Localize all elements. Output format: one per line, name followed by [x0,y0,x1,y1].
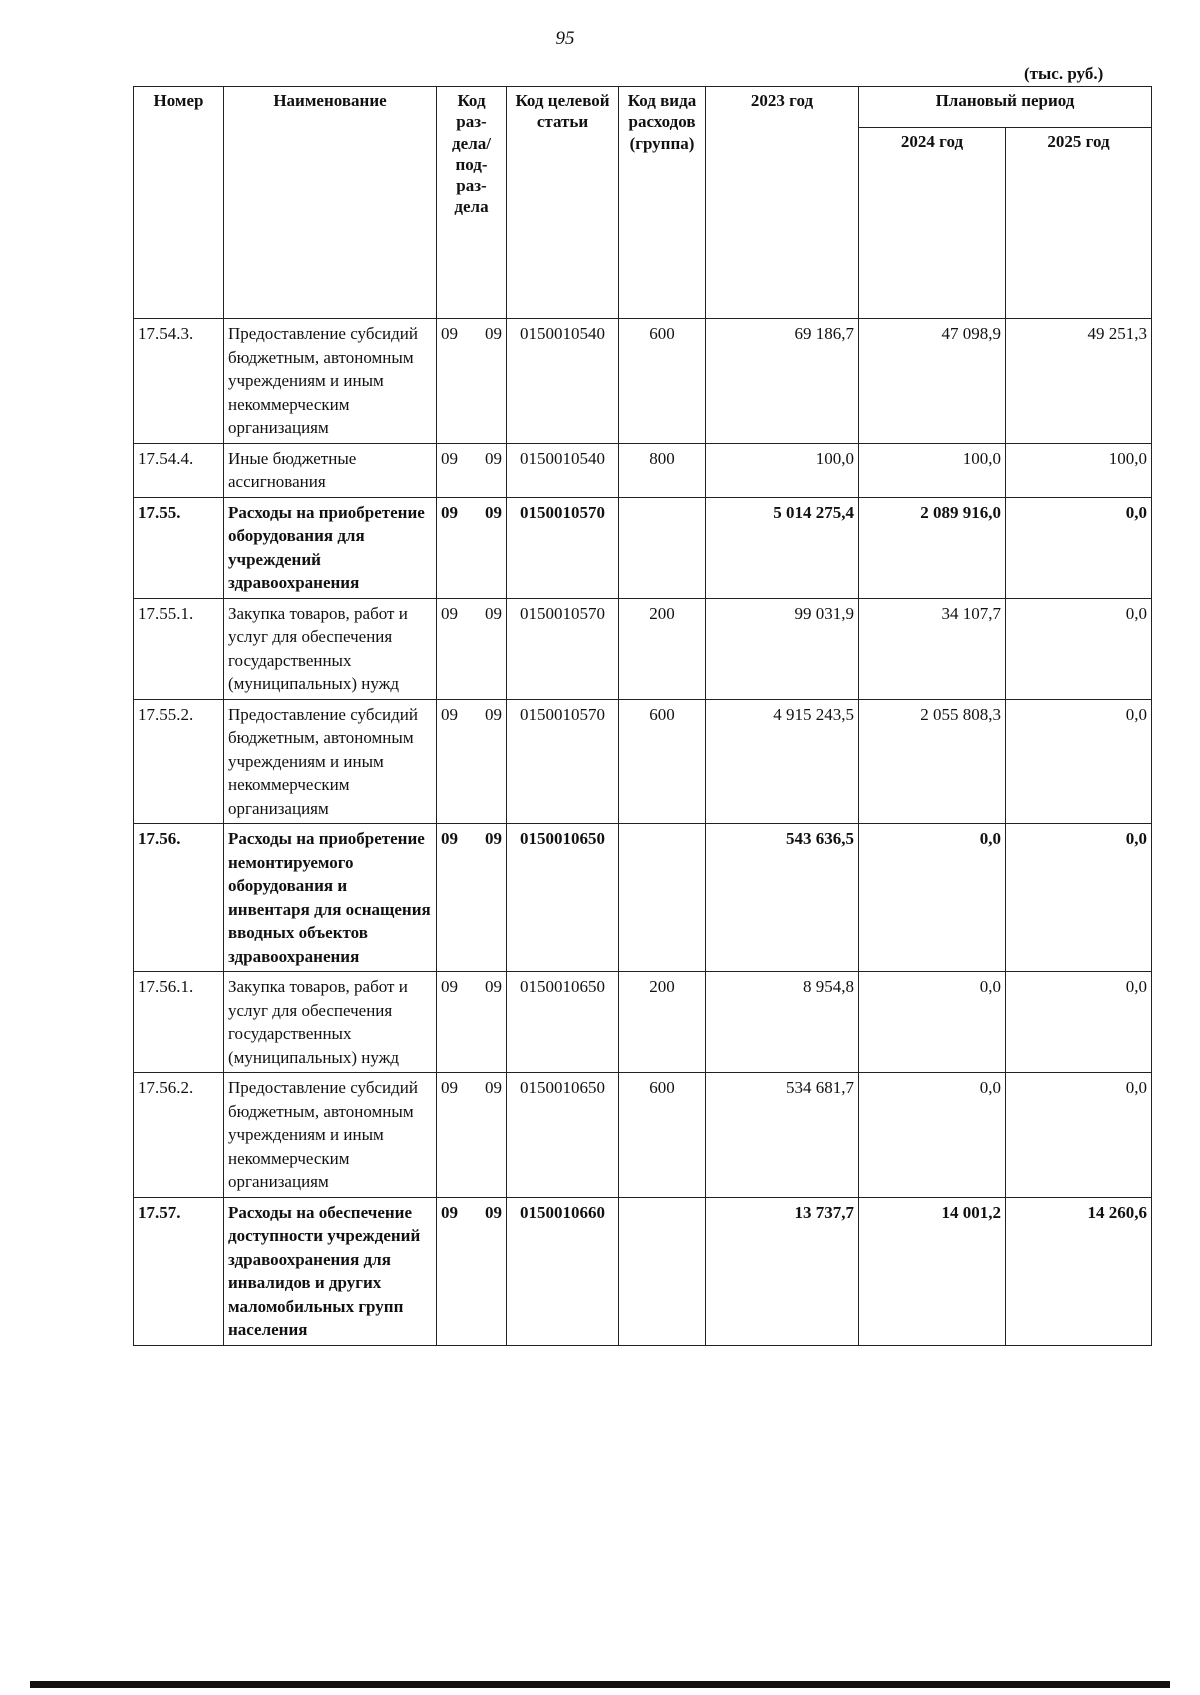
row-name: Расходы на приобретение немонтируемого оборудования и инвентаря для оснащения вводных объектов здравоохранения [224,824,437,972]
row-value-2024: 0,0 [859,1073,1006,1198]
row-target-code: 0150010650 [507,972,619,1073]
row-value-2023: 5 014 275,4 [706,497,859,598]
row-section-code [437,598,507,699]
row-number: 17.55. [134,497,224,598]
row-section: 09 [441,829,458,848]
row-subsection: 09 [485,1202,502,1222]
row-expense-type: 600 [619,319,706,444]
row-expense-type: 200 [619,972,706,1073]
row-value-2023: 100,0 [706,443,859,497]
row-value-2025: 49 251,3 [1006,319,1152,444]
row-expense-type: 800 [619,443,706,497]
row-value-2023: 543 636,5 [706,824,859,972]
row-section: 09 [441,1078,458,1097]
row-expense-type: 600 [619,699,706,824]
row-value-2025: 0,0 [1006,699,1152,824]
table-row [134,699,1152,824]
table-row [134,972,1152,1073]
row-value-2024: 14 001,2 [859,1197,1006,1345]
row-name: Предоставление субсидий бюджетным, автономным учреждениям и иным некоммерческим организациям [224,699,437,824]
row-value-2025: 100,0 [1006,443,1152,497]
row-number: 17.56.1. [134,972,224,1073]
header-number: Номер [134,87,224,319]
row-target-code: 0150010650 [507,1073,619,1198]
row-value-2023: 534 681,7 [706,1073,859,1198]
row-value-2024: 2 089 916,0 [859,497,1006,598]
row-section-code [437,319,507,444]
page-number: 95 [555,28,575,49]
header-name: Наименование [224,87,437,319]
row-value-2025: 0,0 [1006,972,1152,1073]
row-target-code: 0150010540 [507,443,619,497]
table-row [134,824,1152,972]
header-target-code: Код целевой статьи [507,87,619,319]
table-row [134,1197,1152,1345]
row-subsection: 09 [485,704,502,724]
row-value-2023: 13 737,7 [706,1197,859,1345]
table-row [134,319,1152,444]
row-subsection: 09 [485,502,502,522]
row-section: 09 [441,1202,458,1222]
row-name: Закупка товаров, работ и услуг для обеспечения государственных (муниципальных) нужд [224,972,437,1073]
row-section-code [437,972,507,1073]
table-body [134,319,1152,1346]
row-value-2024: 34 107,7 [859,598,1006,699]
units-label: (тыс. руб.) [1024,64,1104,83]
row-target-code: 0150010650 [507,824,619,972]
row-value-2024: 0,0 [859,824,1006,972]
row-value-2023: 4 915 243,5 [706,699,859,824]
row-section: 09 [441,324,458,343]
row-expense-type [619,824,706,972]
row-target-code: 0150010570 [507,699,619,824]
row-target-code: 0150010570 [507,598,619,699]
row-section-code [437,1197,507,1345]
row-number: 17.56. [134,824,224,972]
row-name: Расходы на обеспечение доступности учреждений здравоохранения для инвалидов и других маломобильных групп населения [224,1197,437,1345]
header-expense-type-code: Код вида расходов (группа) [619,87,706,319]
table-row [134,1073,1152,1198]
row-name: Иные бюджетные ассигнования [224,443,437,497]
row-section: 09 [441,704,458,724]
row-value-2025: 14 260,6 [1006,1197,1152,1345]
row-subsection: 09 [485,603,502,623]
row-value-2023: 99 031,9 [706,598,859,699]
row-value-2023: 8 954,8 [706,972,859,1073]
row-section: 09 [441,977,458,996]
row-subsection: 09 [485,448,502,468]
row-section-code [437,443,507,497]
table-row [134,443,1152,497]
row-name: Закупка товаров, работ и услуг для обеспечения государственных (муниципальных) нужд [224,598,437,699]
row-section-code [437,497,507,598]
table-row [134,497,1152,598]
row-target-code: 0150010540 [507,319,619,444]
row-number: 17.54.3. [134,319,224,444]
row-number: 17.57. [134,1197,224,1345]
row-section: 09 [441,448,458,468]
row-target-code: 0150010660 [507,1197,619,1345]
row-subsection: 09 [485,324,502,343]
row-subsection: 09 [485,977,502,996]
header-year-2024: 2024 год [859,128,1006,319]
row-number: 17.55.1. [134,598,224,699]
row-value-2025: 0,0 [1006,497,1152,598]
row-number: 17.54.4. [134,443,224,497]
row-number: 17.55.2. [134,699,224,824]
row-value-2024: 0,0 [859,972,1006,1073]
header-planning-period: Плановый период [859,87,1152,128]
row-value-2025: 0,0 [1006,598,1152,699]
row-expense-type [619,1197,706,1345]
header-year-2023: 2023 год [706,87,859,319]
header-year-2025: 2025 год [1006,128,1152,319]
table-row [134,598,1152,699]
row-value-2024: 100,0 [859,443,1006,497]
row-section: 09 [441,603,458,623]
footer-bar [30,1681,1170,1688]
row-number: 17.56.2. [134,1073,224,1198]
row-expense-type [619,497,706,598]
row-value-2025: 0,0 [1006,824,1152,972]
header-row-1 [134,87,1152,128]
row-name: Предоставление субсидий бюджетным, автономным учреждениям и иным некоммерческим организациям [224,1073,437,1198]
row-section-code [437,1073,507,1198]
row-target-code: 0150010570 [507,497,619,598]
row-value-2025: 0,0 [1006,1073,1152,1198]
row-value-2024: 2 055 808,3 [859,699,1006,824]
row-section-code [437,824,507,972]
row-expense-type: 600 [619,1073,706,1198]
row-name: Предоставление субсидий бюджетным, автономным учреждениям и иным некоммерческим организациям [224,319,437,444]
header-section-code: Код раз-дела/ под-раз-дела [437,87,507,319]
row-name: Расходы на приобретение оборудования для учреждений здравоохранения [224,497,437,598]
row-subsection: 09 [485,829,502,848]
row-section-code [437,699,507,824]
row-section: 09 [441,502,458,522]
row-value-2024: 47 098,9 [859,319,1006,444]
row-subsection: 09 [485,1078,502,1097]
budget-table [133,86,1152,1346]
row-value-2023: 69 186,7 [706,319,859,444]
row-expense-type: 200 [619,598,706,699]
